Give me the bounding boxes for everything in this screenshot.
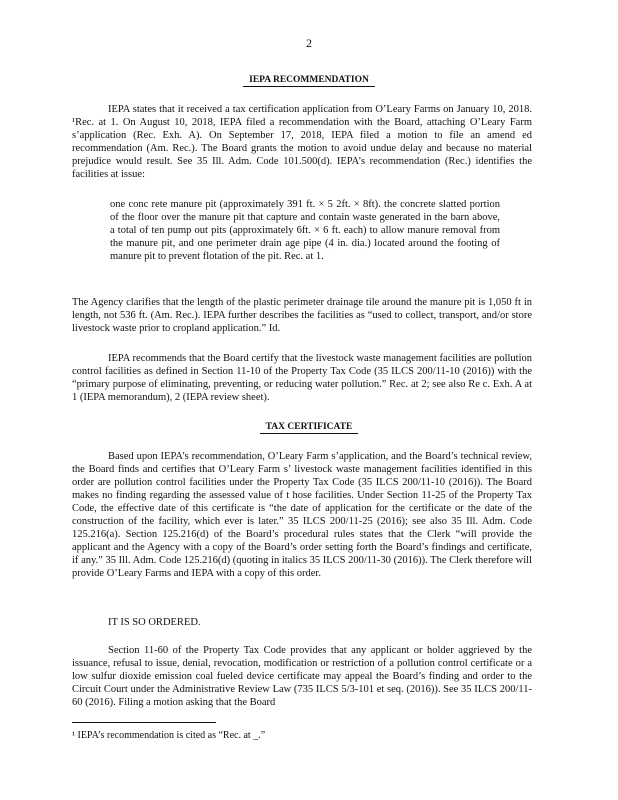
paragraph-agency-clarifies: The Agency clarifies that the length of the plastic perimeter drainage tile around the manure pit is 1,050 ft in length, not 536 ft. (Am. Rec.). IEPA further describes the facilities as “used to collect, transport, and/or store livestock waste prior to cropland application.” Id. bbox=[72, 297, 532, 334]
section-heading-tax-certificate bbox=[0, 422, 618, 432]
footnote-divider bbox=[72, 722, 216, 723]
section-heading-text: TAX CERTIFICATE bbox=[260, 422, 359, 434]
paragraph-iepa-recommends: IEPA recommends that the Board certify that the livestock waste management facilities are pollution control facilities as defined in Section 11-10 of the Property Tax Code (35 ILCS 200/11-10 (2016)) with the “primary purpose of eliminating, preventing, or reducing water pollution.” Rec. at 2; see also Re c. Exh. A at 1 (IEPA memorandum), 2 (IEPA review sheet). bbox=[72, 353, 532, 403]
section-heading-text: IEPA RECOMMENDATION bbox=[243, 75, 375, 87]
paragraph-board-findings: Based upon IEPA’s recommendation, O’Leary Farm s’application, and the Board’s technical review, the Board finds and certifies that O’Leary Farm s’ livestock waste management facilities identified in this order are pollution control facilities under the Property Tax Code (35 ILCS 200/11-10 (2016)). The Board makes no finding regarding the assessed value of t hose facilities. Under Section 11-25 of the Property Tax Code, the effective date of this certificate is “the date of application for the certificate or the date of the construction of the facility, which ever is later.” 35 ILCS 200/11-25 (2016); see also 35 Ill. Adm. Code 125.216(a). Section 125.216(d) of the Board’s procedural rules states that the Clerk “will provide the applicant and the Agency with a copy of the Board’s order setting forth the Board’s findings and certificate, if any.” 35 Ill. Adm. Code 125.216(d) (quoting in italics 35 ILCS 200/11-30 (2016)). The Clerk therefore will provide O’Leary Farms and IEPA with a copy of this order. bbox=[72, 451, 532, 579]
page-number: 2 bbox=[306, 36, 312, 50]
block-quote-facilities: one conc rete manure pit (approximately 391 ft. × 5 2ft. × 8ft). the concrete slatted portion of the floor over the manure pit that capture and contain waste generated in the barn above, a total of ten pump out pits (approximately 6ft. × 6 ft. each) to allow manure removal from the manure pit, and one perimeter drain age pipe (4 in. dia.) located around the footing of manure pit to prevent flotation of the pit. Rec. at 1. bbox=[110, 199, 500, 262]
paragraph-appeal-rights: Section 11-60 of the Property Tax Code provides that any applicant or holder aggrieved by the issuance, refusal to issue, denial, revocation, modification or restriction of a pollution control certificate or a low sulfur dioxide emission coal fueled device certificate may appeal the Board’s finding and order to the Circuit Court under the Administrative Review Law (735 ILCS 5/3-101 et seq. (2016)). See 35 ILCS 200/11-60 (2016). Filing a motion asking that the Board bbox=[72, 645, 532, 708]
ordered-statement: IT IS SO ORDERED. bbox=[108, 617, 201, 628]
footnote: ¹ IEPA’s recommendation is cited as “Rec. at _.” bbox=[72, 730, 266, 741]
section-heading-iepa-recommendation bbox=[0, 75, 618, 85]
paragraph-received-application: IEPA states that it received a tax certification application from O’Leary Farms on January 10, 2018. ¹Rec. at 1. On August 10, 2018, IEPA filed a recommendation with the Board, attaching O’Leary Farm s’application (Rec. Exh. A). On September 17, 2018, IEPA filed a motion to file an amend ed recommendation (Am. Rec.). The Board grants the motion to avoid undue delay and because no material prejudice would result. See 35 Ill. Adm. Code 101.500(d). IEPA’s recommendation (Rec.) identifies the facilities at issue: bbox=[72, 104, 532, 180]
